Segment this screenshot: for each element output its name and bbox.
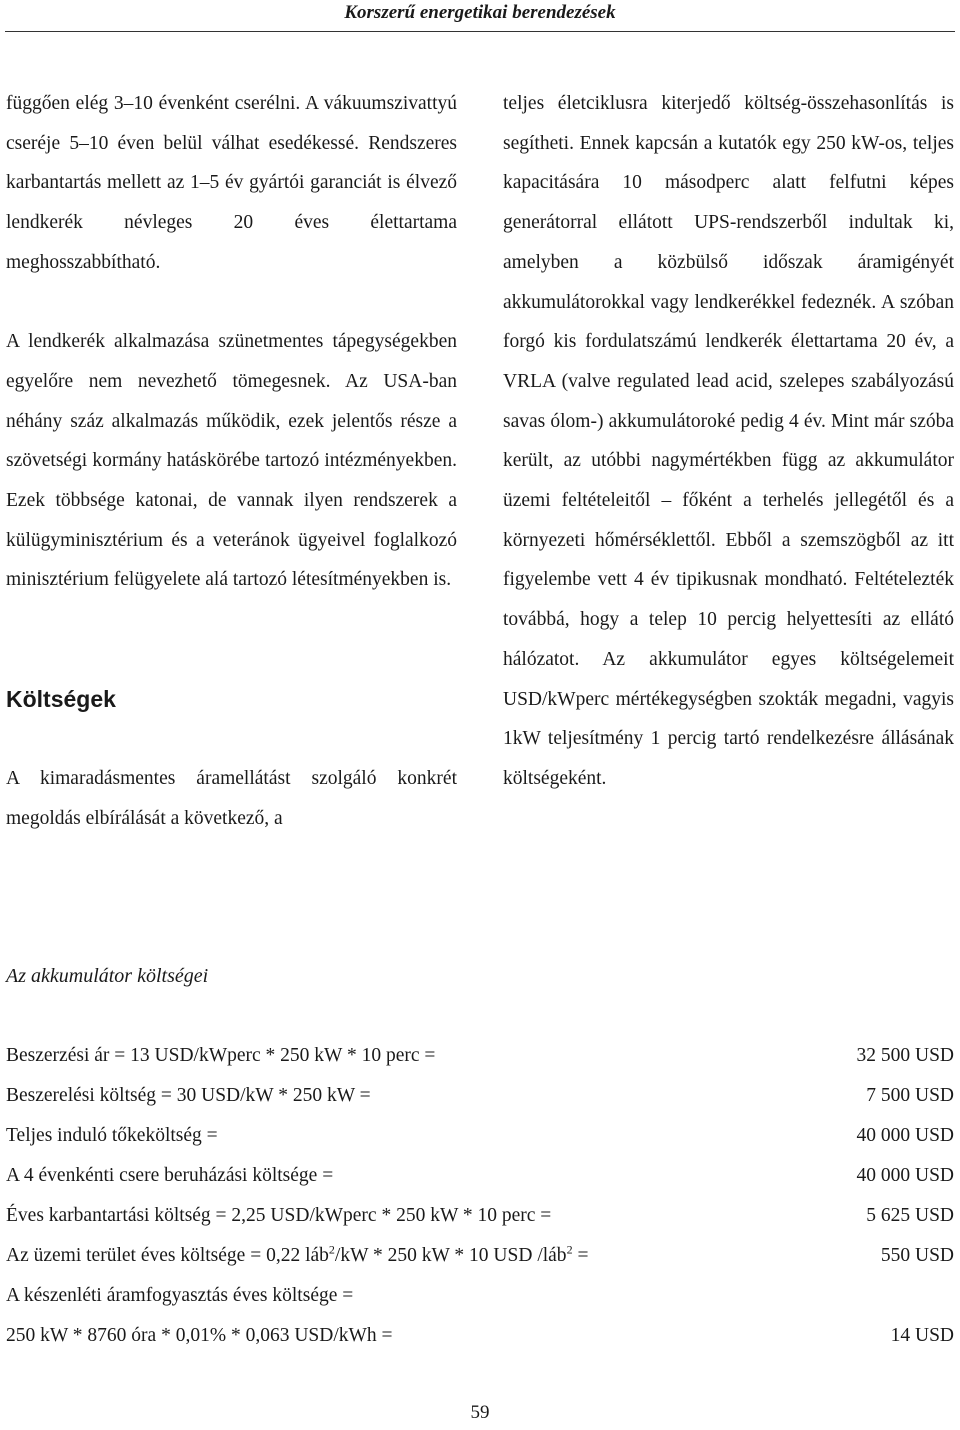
cost-label-part: Az üzemi terület éves költsége = 0,22 láb (6, 1245, 329, 1266)
left-column (6, 84, 457, 838)
header-rule (5, 31, 955, 32)
cost-value: 40 000 USD (856, 1165, 954, 1186)
cost-row (6, 1276, 954, 1316)
cost-row (6, 1196, 954, 1236)
superscript: 2 (566, 1242, 573, 1257)
cost-row (6, 1316, 954, 1356)
cost-value: 7 500 USD (866, 1085, 954, 1106)
cost-row (6, 1236, 954, 1276)
superscript: 2 (328, 1242, 335, 1257)
right-column (503, 84, 954, 799)
running-header: Korszerű energetikai berendezések (344, 2, 616, 23)
cost-label: 250 kW * 8760 óra * 0,01% * 0,063 USD/kWh = (6, 1325, 393, 1346)
page-number: 59 (470, 1402, 490, 1423)
left-paragraph-3: A kimaradásmentes áramellátást szolgáló konkrét megoldás elbírálását a következő, a (6, 767, 457, 829)
cost-label: Beszerelési költség = 30 USD/kW * 250 kW = (6, 1085, 371, 1106)
cost-label: Éves karbantartási költség = 2,25 USD/kWperc * 250 kW * 10 perc = (6, 1205, 552, 1226)
cost-section-title: Az akkumulátor költségei (6, 965, 209, 987)
cost-table (6, 1036, 954, 1356)
left-paragraph-2: A lendkerék alkalmazása szünetmentes tápegységekben egyelőre nem nevezhető tömegesnek. Az USA-ban néhány száz alkalmazás működik, ezek jelentős része a szövetségi kormány hatáskörébe tartozó intézményekben. Ezek többsége katonai, de vannak ilyen rendszerek a külügyminisztérium és a veteránok ügyeivel foglalkozó minisztérium felügyelete alá tartozó létesítményekben is. (6, 331, 457, 591)
cost-row (6, 1156, 954, 1196)
cost-value: 550 USD (880, 1245, 954, 1266)
cost-label-part: = (572, 1245, 589, 1266)
section-heading-costs: Költségek (6, 685, 116, 712)
cost-label: A 4 évenkénti csere beruházási költsége = (6, 1165, 334, 1186)
cost-value: 32 500 USD (856, 1045, 954, 1066)
cost-row (6, 1116, 954, 1156)
cost-value: 40 000 USD (856, 1125, 954, 1146)
cost-row (6, 1076, 954, 1116)
cost-value: 14 USD (890, 1325, 954, 1346)
cost-label-part: /kW * 250 kW * 10 USD /láb (334, 1245, 567, 1266)
cost-row (6, 1036, 954, 1076)
cost-label: A készenléti áramfogyasztás éves költsége = (6, 1285, 354, 1306)
cost-label (6, 1236, 588, 1276)
cost-label: Teljes induló tőkeköltség = (6, 1125, 218, 1146)
cost-label: Beszerzési ár = 13 USD/kWperc * 250 kW * 10 perc = (6, 1045, 436, 1066)
right-paragraph-1: teljes életciklusra kiterjedő költség-összehasonlítás is segítheti. Ennek kapcsán a kutatók egy 250 kW-os, teljes kapacitására 10 másodperc alatt felfutni képes generátorral ellátott UPS-rendszerből indultak ki, amelyben a közbülső időszak áramigényét akkumulátorokkal vagy lendkerékkel fedeznék. A szóban forgó kis fordulatszámú lendkerék élettartama 20 év, a VRLA (valve regulated lead acid, szelepes szabályozású savas ólom-) akkumulátoroké pedig 4 év. Mint már szóba került, az utóbbi nagymértékben függ az akkumulátor üzemi feltételeitől – főként a terhelés jellegétől és a környezeti hőmérséklettől. Ebből a szemszögből az itt figyelembe vett 4 év tipikusnak mondható. Feltételezték továbbá, hogy a telep 10 percig helyettesíti az ellátó hálózatot. Az akkumulátor egyes költségelemeit USD/kWperc mértékegységben szokták megadni, vagyis 1kW teljesítmény 1 percig tartó rendelkezésre állásának költségeként. (503, 93, 954, 789)
left-paragraph-1: függően elég 3–10 évenként cserélni. A vákuumszivattyú cseréje 5–10 éven belül válhat esedékessé. Rendszeres karbantartás mellett az 1–5 év gyártói garanciát is élvező lendkerék névleges 20 éves élettartama meghosszabbítható. (6, 93, 457, 273)
cost-value: 5 625 USD (866, 1205, 954, 1226)
